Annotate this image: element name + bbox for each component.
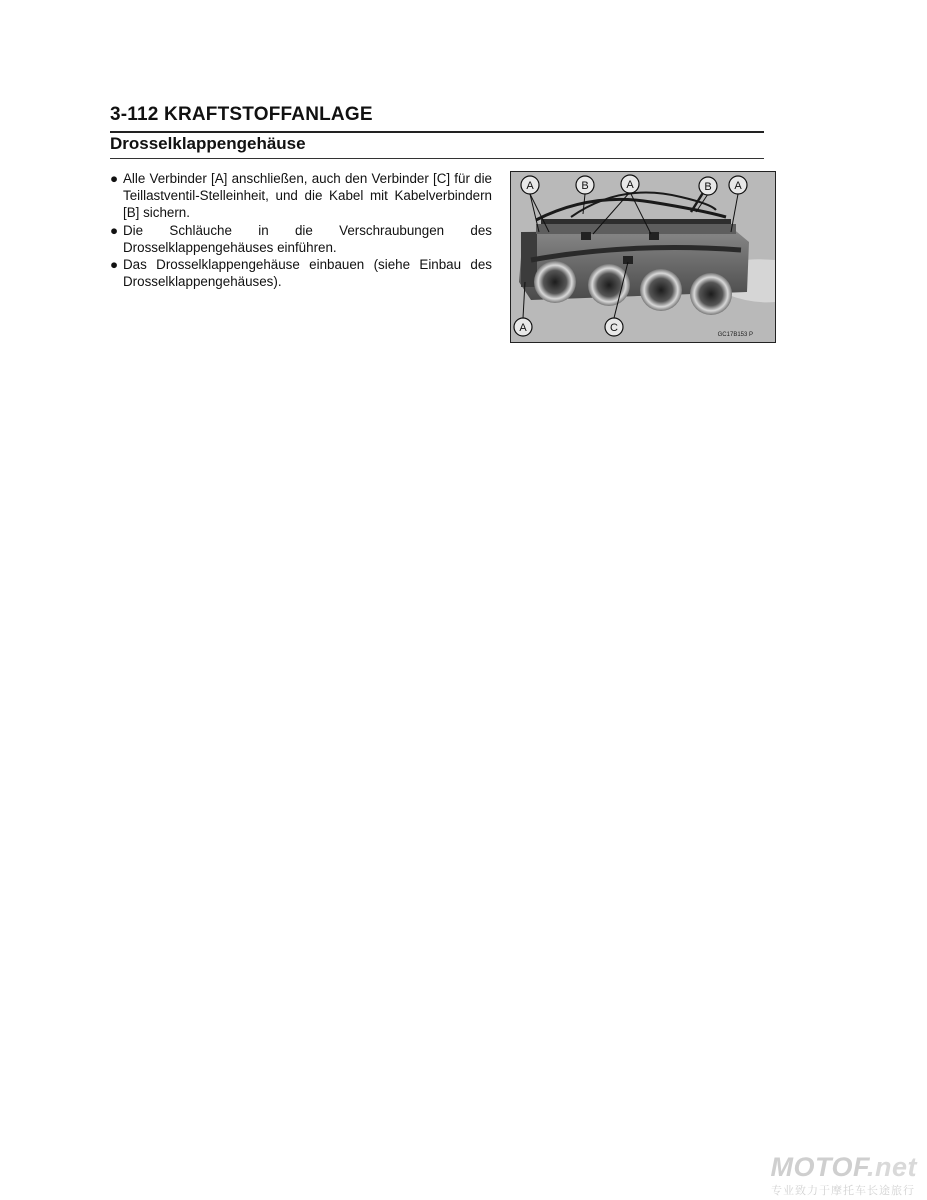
- callout-label: A: [519, 322, 527, 334]
- watermark-brand: [770, 1152, 917, 1183]
- throttle-body-illustration: [511, 172, 775, 342]
- list-item: [110, 256, 492, 290]
- list-item-text: Alle Verbinder [A] anschließen, auch den Verbinder [C] für die Teillastventil-Stelleinheit, und die Kabel mit Kabelverbindern [B] sichern.: [123, 171, 492, 221]
- header-rule: [110, 131, 764, 133]
- callout-label: A: [626, 179, 634, 191]
- callout-label: A: [734, 180, 742, 192]
- section-rule: [110, 158, 764, 159]
- list-item: [110, 170, 492, 222]
- page-header: [110, 104, 764, 126]
- callout-label: C: [610, 322, 618, 334]
- figure-code: GC17B153 P: [717, 332, 753, 338]
- section-title: Drosselklappengehäuse: [110, 134, 306, 153]
- chapter-title: 3-112 KRAFTSTOFFANLAGE: [110, 104, 373, 125]
- list-item-text: Das Drosselklappengehäuse einbauen (siehe Einbau des Drosselklappengehäuses).: [123, 257, 492, 290]
- callout-label: B: [704, 181, 712, 193]
- watermark-brand-suffix: .net: [866, 1152, 917, 1182]
- throttle-body-photo: [510, 171, 776, 343]
- watermark-slogan: 专业致力于摩托车长途旅行: [771, 1185, 915, 1197]
- list-item: [110, 222, 492, 256]
- instruction-list: [110, 170, 492, 290]
- callout-label: A: [526, 180, 534, 192]
- list-item-text: Die Schläuche in die Verschraubungen des Drosselklappengehäuses einführen.: [123, 222, 492, 255]
- callout-label: B: [581, 180, 589, 192]
- watermark-brand-main: MOTOF: [770, 1152, 867, 1182]
- bullet-icon: ●: [110, 222, 119, 238]
- bullet-icon: ●: [110, 171, 119, 186]
- motof-watermark: [757, 1152, 917, 1197]
- bullet-icon: ●: [110, 257, 119, 273]
